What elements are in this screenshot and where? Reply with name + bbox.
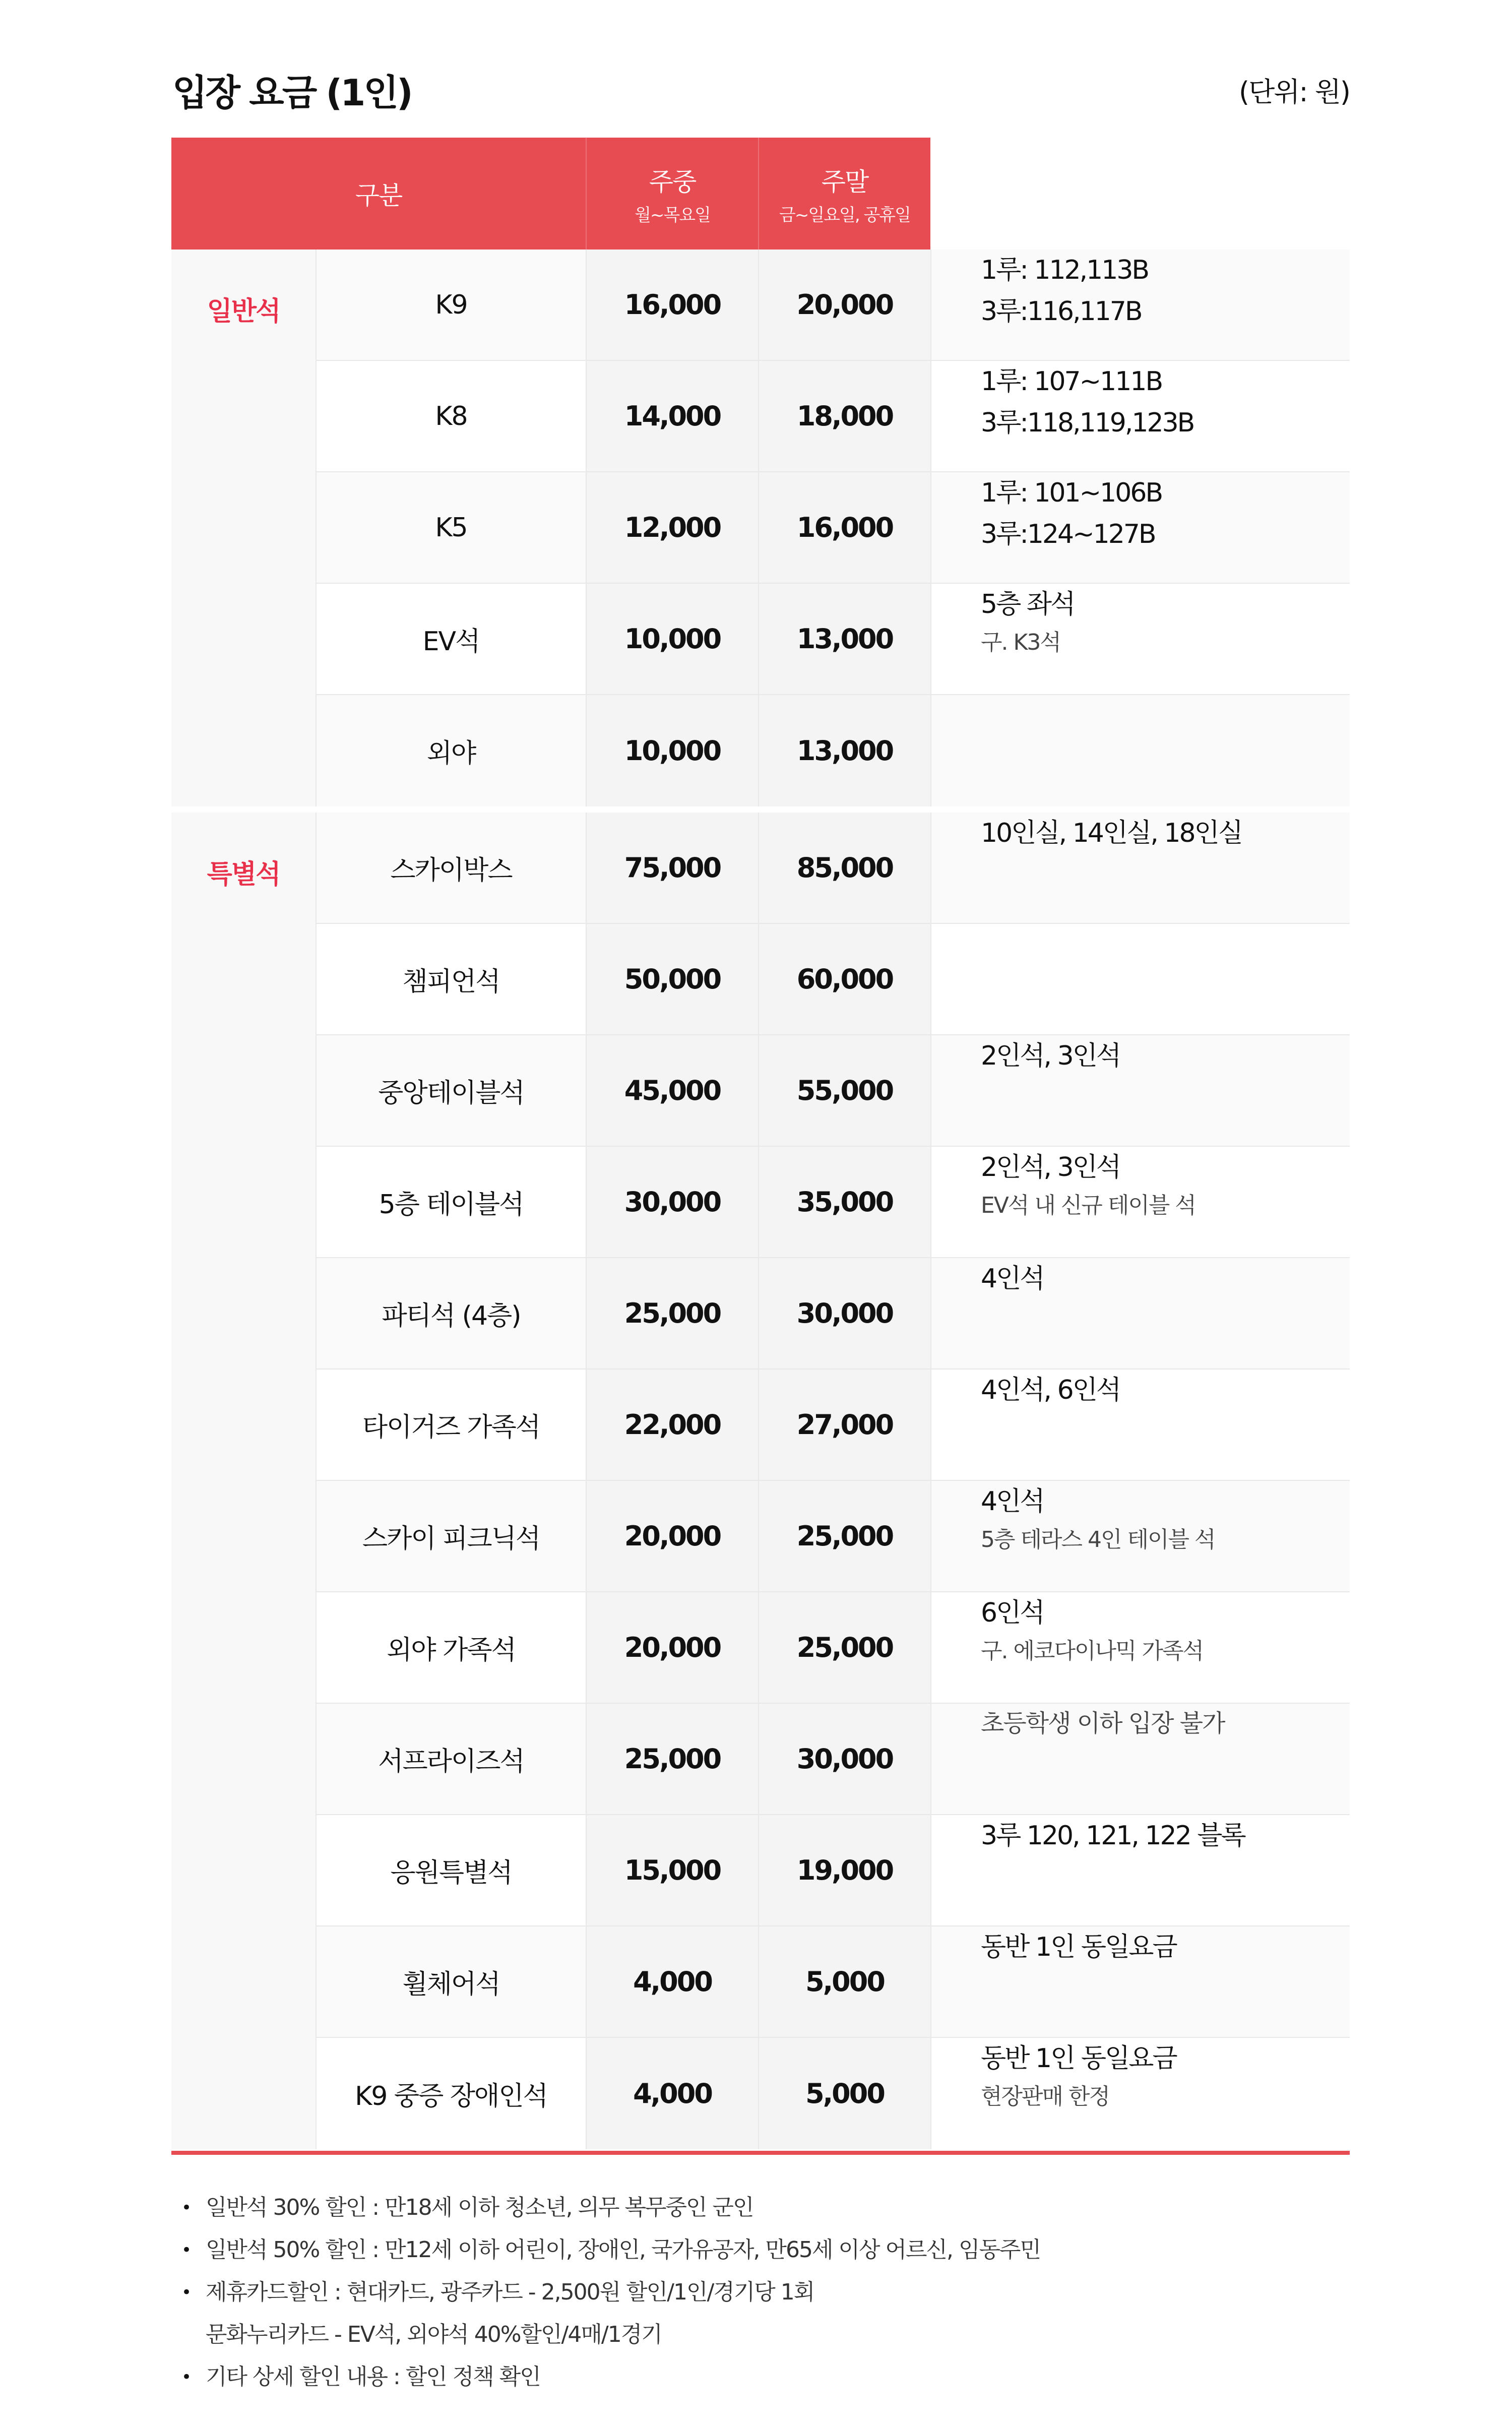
table-row bbox=[316, 472, 1350, 584]
seat-name: K8 bbox=[316, 361, 586, 471]
table-row bbox=[316, 1258, 1350, 1370]
note-line: 6인석 bbox=[981, 1598, 1044, 1628]
weekday-price: 10,000 bbox=[586, 584, 758, 694]
seat-note bbox=[930, 813, 1350, 923]
table-row bbox=[316, 2038, 1350, 2149]
seat-note bbox=[930, 924, 1350, 1034]
seat-name: 5층 테이블석 bbox=[316, 1147, 586, 1257]
footnote-item bbox=[181, 2271, 1040, 2356]
note-subtext: 구. 에코다이나믹 가족석 bbox=[981, 1638, 1203, 1664]
seat-group-label: 일반석 bbox=[171, 250, 316, 806]
table-row bbox=[316, 1035, 1350, 1147]
weekday-price: 15,000 bbox=[586, 1815, 758, 1925]
header-category bbox=[171, 138, 586, 250]
weekend-price: 13,000 bbox=[758, 584, 930, 694]
header-category-label: 구분 bbox=[355, 181, 402, 210]
table-row bbox=[316, 584, 1350, 695]
table-row bbox=[316, 1926, 1350, 2038]
seat-name: 중앙테이블석 bbox=[316, 1035, 586, 1146]
seat-note bbox=[930, 1704, 1350, 1814]
footnote-line: 일반석 30% 할인 : 만18세 이하 청소년, 의무 복무중인 군인 bbox=[206, 2195, 753, 2220]
weekday-price: 20,000 bbox=[586, 1592, 758, 1703]
weekday-price: 45,000 bbox=[586, 1035, 758, 1146]
weekend-price: 19,000 bbox=[758, 1815, 930, 1925]
note-subtext: 5층 테라스 4인 테이블 석 bbox=[981, 1527, 1215, 1552]
note-line: 3루:124~127B bbox=[981, 519, 1155, 549]
weekend-price: 18,000 bbox=[758, 361, 930, 471]
weekend-price: 30,000 bbox=[758, 1258, 930, 1368]
table-header bbox=[171, 138, 1350, 250]
weekday-price: 25,000 bbox=[586, 1704, 758, 1814]
weekday-price: 20,000 bbox=[586, 1481, 758, 1591]
note-subtext: EV석 내 신규 테이블 석 bbox=[981, 1193, 1195, 1218]
weekend-price: 25,000 bbox=[758, 1481, 930, 1591]
header-weekday-sub: 월~목요일 bbox=[635, 205, 710, 225]
page-title: 입장 요금 (1인) bbox=[172, 72, 411, 114]
seat-name: K9 중증 장애인석 bbox=[316, 2038, 586, 2149]
weekend-price: 35,000 bbox=[758, 1147, 930, 1257]
weekend-price: 16,000 bbox=[758, 472, 930, 583]
bullet-icon: • bbox=[181, 2198, 191, 2218]
header-weekday-label: 주중 bbox=[649, 167, 696, 197]
seat-note bbox=[930, 361, 1350, 471]
note-line: 2인석, 3인석 bbox=[981, 1152, 1120, 1183]
table-row bbox=[316, 1147, 1350, 1258]
footnote-list bbox=[181, 2187, 1040, 2398]
bullet-icon: • bbox=[181, 2282, 191, 2303]
weekend-price: 60,000 bbox=[758, 924, 930, 1034]
header-note bbox=[930, 138, 1350, 250]
note-line: 5층 좌석 bbox=[981, 589, 1075, 619]
weekday-price: 4,000 bbox=[586, 2038, 758, 2149]
weekend-price: 13,000 bbox=[758, 695, 930, 806]
seat-name: EV석 bbox=[316, 584, 586, 694]
note-line: 1루: 101~106B bbox=[981, 478, 1162, 508]
note-line: 동반 1인 동일요금 bbox=[981, 2043, 1176, 2074]
note-line: 3루:118,119,123B bbox=[981, 408, 1194, 438]
table-row bbox=[316, 1704, 1350, 1815]
weekend-price: 30,000 bbox=[758, 1704, 930, 1814]
seat-group-label: 특별석 bbox=[171, 813, 316, 2149]
weekday-price: 10,000 bbox=[586, 695, 758, 806]
bullet-icon: • bbox=[181, 2240, 191, 2260]
weekday-price: 22,000 bbox=[586, 1370, 758, 1480]
note-subtext: 초등학생 이하 입장 불가 bbox=[981, 1709, 1225, 1737]
note-line: 3루:116,117B bbox=[981, 296, 1142, 327]
header-weekday bbox=[586, 138, 758, 250]
note-line: 3루 120, 121, 122 블록 bbox=[981, 1821, 1245, 1851]
seat-note bbox=[930, 1370, 1350, 1480]
footnote-item bbox=[181, 2229, 1040, 2271]
unit-note: (단위: 원) bbox=[1239, 76, 1350, 108]
table-row bbox=[316, 361, 1350, 472]
weekday-price: 16,000 bbox=[586, 250, 758, 360]
seat-note bbox=[930, 472, 1350, 583]
seat-name: 응원특별석 bbox=[316, 1815, 586, 1925]
table-body bbox=[171, 250, 1350, 2149]
note-line: 1루: 107~111B bbox=[981, 366, 1162, 397]
seat-name: K5 bbox=[316, 472, 586, 583]
table-row bbox=[316, 1815, 1350, 1926]
header-note-label: 비고 bbox=[981, 143, 1028, 172]
seat-name: 스카이박스 bbox=[316, 813, 586, 923]
weekend-price: 85,000 bbox=[758, 813, 930, 923]
footnote-text bbox=[206, 2187, 753, 2229]
seat-note bbox=[930, 2038, 1350, 2149]
table-row bbox=[316, 695, 1350, 806]
table-row bbox=[316, 1592, 1350, 1704]
note-subtext: 구. K3석 bbox=[981, 630, 1060, 655]
header-weekend-sub: 금~일요일, 공휴일 bbox=[779, 205, 910, 225]
header-weekend bbox=[758, 138, 930, 250]
footnote-item bbox=[181, 2356, 1040, 2398]
weekend-price: 20,000 bbox=[758, 250, 930, 360]
footnote-text bbox=[206, 2229, 1040, 2271]
weekday-price: 75,000 bbox=[586, 813, 758, 923]
table-row bbox=[316, 1370, 1350, 1481]
weekday-price: 30,000 bbox=[586, 1147, 758, 1257]
weekend-price: 25,000 bbox=[758, 1592, 930, 1703]
footnote-line: 제휴카드할인 : 현대카드, 광주카드 - 2,500원 할인/1인/경기당 1회 bbox=[206, 2279, 814, 2305]
note-line: 동반 1인 동일요금 bbox=[981, 1932, 1176, 1962]
seat-note bbox=[930, 250, 1350, 360]
note-line: 10인실, 14인실, 18인실 bbox=[981, 818, 1242, 848]
weekend-price: 5,000 bbox=[758, 2038, 930, 2149]
footnote-line: 기타 상세 할인 내용 : 할인 정책 확인 bbox=[206, 2364, 540, 2390]
footnote-line: 문화누리카드 - EV석, 외야석 40%할인/4매/1경기 bbox=[206, 2322, 662, 2347]
header-weekend-label: 주말 bbox=[821, 167, 868, 197]
group-divider bbox=[171, 806, 1350, 813]
note-line: 2인석, 3인석 bbox=[981, 1041, 1120, 1071]
weekend-price: 5,000 bbox=[758, 1926, 930, 2037]
note-line: 4인석 bbox=[981, 1264, 1044, 1294]
footnote-text bbox=[206, 2356, 540, 2398]
seat-group bbox=[171, 250, 1350, 806]
seat-name: 챔피언석 bbox=[316, 924, 586, 1034]
seat-name: 휠체어석 bbox=[316, 1926, 586, 2037]
footnote-text bbox=[206, 2271, 814, 2356]
note-line: 4인석 bbox=[981, 1486, 1044, 1517]
seat-name: 외야 가족석 bbox=[316, 1592, 586, 1703]
note-subtext: 현장판매 한정 bbox=[981, 2084, 1110, 2109]
seat-note bbox=[930, 1815, 1350, 1925]
seat-group bbox=[171, 813, 1350, 2149]
seat-note bbox=[930, 1147, 1350, 1257]
seat-note bbox=[930, 1258, 1350, 1368]
weekday-price: 4,000 bbox=[586, 1926, 758, 2037]
price-table bbox=[171, 138, 1350, 2149]
seat-name: K9 bbox=[316, 250, 586, 360]
seat-note bbox=[930, 695, 1350, 806]
seat-note bbox=[930, 1035, 1350, 1146]
seat-name: 타이거즈 가족석 bbox=[316, 1370, 586, 1480]
weekday-price: 25,000 bbox=[586, 1258, 758, 1368]
table-row bbox=[316, 250, 1350, 361]
table-bottom-rule bbox=[171, 2151, 1350, 2155]
bullet-icon: • bbox=[181, 2367, 191, 2387]
seat-name: 파티석 (4층) bbox=[316, 1258, 586, 1368]
seat-note bbox=[930, 1926, 1350, 2037]
footnote-item bbox=[181, 2187, 1040, 2229]
table-row bbox=[316, 924, 1350, 1035]
weekend-price: 55,000 bbox=[758, 1035, 930, 1146]
table-row bbox=[316, 813, 1350, 924]
weekend-price: 27,000 bbox=[758, 1370, 930, 1480]
note-line: 4인석, 6인석 bbox=[981, 1375, 1120, 1405]
seat-name: 스카이 피크닉석 bbox=[316, 1481, 586, 1591]
seat-name: 외야 bbox=[316, 695, 586, 806]
weekday-price: 12,000 bbox=[586, 472, 758, 583]
weekday-price: 50,000 bbox=[586, 924, 758, 1034]
seat-note bbox=[930, 1592, 1350, 1703]
note-line: 1루: 112,113B bbox=[981, 255, 1149, 285]
seat-note bbox=[930, 1481, 1350, 1591]
seat-note bbox=[930, 584, 1350, 694]
weekday-price: 14,000 bbox=[586, 361, 758, 471]
seat-name: 서프라이즈석 bbox=[316, 1704, 586, 1814]
table-row bbox=[316, 1481, 1350, 1592]
footnote-line: 일반석 50% 할인 : 만12세 이하 어린이, 장애인, 국가유공자, 만65세 이상 어르신, 임동주민 bbox=[206, 2237, 1040, 2263]
